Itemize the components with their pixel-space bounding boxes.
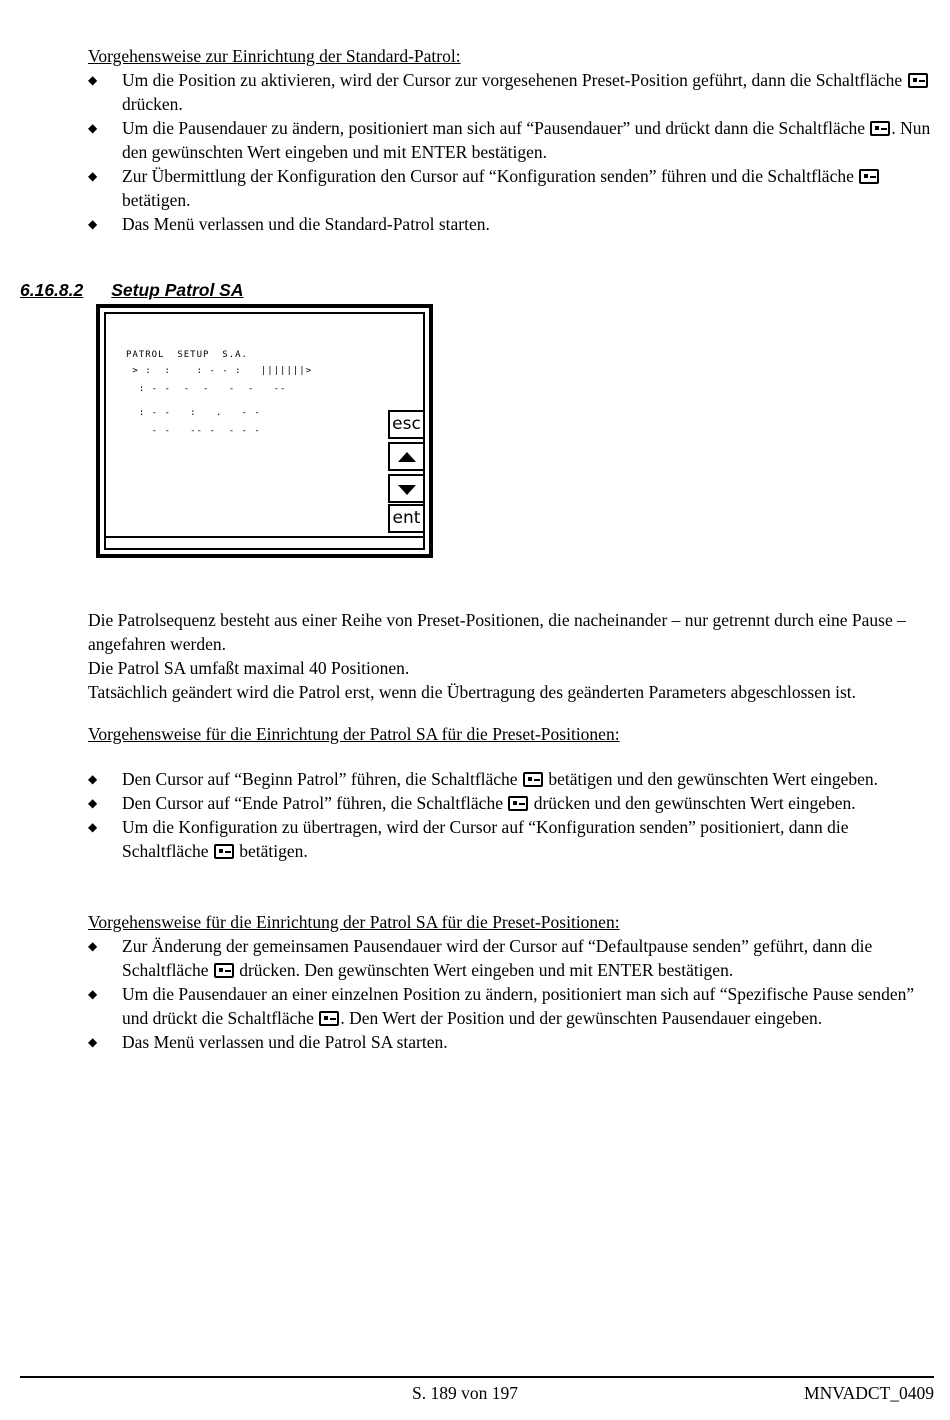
page-number: S. 189 von 197 xyxy=(412,1383,518,1403)
down-button[interactable] xyxy=(388,474,425,503)
bullet-icon: ◆ xyxy=(88,772,98,786)
up-button[interactable] xyxy=(388,442,425,471)
instruction-list xyxy=(88,68,934,236)
section-patrol-sa-presets xyxy=(88,722,934,863)
ent-button[interactable]: ent xyxy=(388,504,425,533)
instruction-list xyxy=(88,767,934,863)
section-heading xyxy=(20,278,244,302)
screen-row: - - -- - - - - xyxy=(126,426,261,436)
paragraph: Die Patrol SA umfaßt maximal 40 Positionen. xyxy=(88,658,410,678)
bullet-icon: ◆ xyxy=(88,939,98,953)
heading-title: Setup Patrol SA xyxy=(111,280,244,300)
screen-row: > : : : - - : |||||||> xyxy=(126,366,313,376)
list-item: ◆ Den Cursor auf “Beginn Patrol” führen, die Schaltfläche betätigen und den gewünschten Wert eingeben. xyxy=(88,769,879,789)
esc-button[interactable]: esc xyxy=(388,410,425,439)
device-screen xyxy=(96,304,433,558)
select-key-icon xyxy=(508,796,528,811)
list-item: ◆ Zur Änderung der gemeinsamen Pausendauer wird der Cursor auf “Defaultpause senden” geführt, dann die Schaltfläche drücken. Den gewünschten Wert eingeben und mit ENTER bestätigen. xyxy=(88,936,873,980)
screen-status-bar xyxy=(106,536,423,538)
screen-title-row: PATROL SETUP S.A. xyxy=(126,350,248,360)
screen-display xyxy=(104,312,425,550)
heading-number: 6.16.8.2 xyxy=(20,280,84,300)
section-title: Vorgehensweise für die Einrichtung der Patrol SA für die Preset-Positionen: xyxy=(88,912,620,932)
select-key-icon xyxy=(319,1011,339,1026)
down-arrow-icon xyxy=(398,485,416,495)
list-item: ◆ Das Menü verlassen und die Standard-Patrol starten. xyxy=(88,214,490,234)
section-title: Vorgehensweise zur Einrichtung der Standard-Patrol: xyxy=(88,46,461,66)
up-arrow-icon xyxy=(398,452,416,462)
bullet-icon: ◆ xyxy=(88,73,98,87)
list-item: ◆ Den Cursor auf “Ende Patrol” führen, die Schaltfläche drücken und den gewünschten Wert eingeben. xyxy=(88,793,856,813)
list-item: ◆ Um die Konfiguration zu übertragen, wird der Cursor auf “Konfiguration senden” positioniert, dann die Schaltfläche betätigen. xyxy=(88,817,849,861)
screen-row: : - - - - - - -- xyxy=(126,384,287,394)
section-patrol-sa-pauses xyxy=(88,910,934,1054)
select-key-icon xyxy=(214,844,234,859)
select-key-icon xyxy=(908,73,928,88)
bullet-icon: ◆ xyxy=(88,121,98,135)
bullet-icon: ◆ xyxy=(88,987,98,1001)
description xyxy=(88,608,934,704)
list-item: ◆ Um die Pausendauer an einer einzelnen Position zu ändern, positioniert man sich auf “Spezifische Pause senden” und drückt die Schaltfläche . Den Wert der Position und der gewünschten Pausendauer eingeben. xyxy=(88,984,915,1028)
select-key-icon xyxy=(859,169,879,184)
section-title: Vorgehensweise für die Einrichtung der Patrol SA für die Preset-Positionen: xyxy=(88,724,620,744)
section-standard-patrol xyxy=(88,44,934,236)
bullet-icon: ◆ xyxy=(88,1035,98,1049)
bullet-icon: ◆ xyxy=(88,169,98,183)
select-key-icon xyxy=(870,121,890,136)
list-item: ◆ Zur Übermittlung der Konfiguration den Cursor auf “Konfiguration senden” führen und die Schaltfläche betätigen. xyxy=(88,164,934,212)
footer-divider xyxy=(20,1376,934,1378)
paragraph: Tatsächlich geändert wird die Patrol erst, wenn die Übertragung des geänderten Parameters abgeschlossen ist. xyxy=(88,682,857,702)
list-item: ◆ Um die Pausendauer zu ändern, positioniert man sich auf “Pausendauer” und drückt dann die Schaltfläche . Nun den gewünschten Wert eingeben und mit ENTER bestätigen. xyxy=(88,118,931,162)
bullet-icon: ◆ xyxy=(88,820,98,834)
select-key-icon xyxy=(214,963,234,978)
instruction-list xyxy=(88,934,934,1054)
list-item: ◆ Um die Position zu aktivieren, wird der Cursor zur vorgesehenen Preset-Position geführt, dann die Schaltfläche drücken. xyxy=(88,68,934,116)
paragraph: Die Patrolsequenz besteht aus einer Reihe von Preset-Positionen, die nacheinander – nur getrennt durch eine Pause – angefahren werden. xyxy=(88,610,906,654)
bullet-icon: ◆ xyxy=(88,796,98,810)
select-key-icon xyxy=(523,772,543,787)
bullet-icon: ◆ xyxy=(88,217,98,231)
document-code: MNVADCT_0409 xyxy=(804,1383,934,1403)
screen-row: : - - : . - - xyxy=(126,408,261,418)
list-item: ◆ Das Menü verlassen und die Patrol SA starten. xyxy=(88,1032,448,1052)
